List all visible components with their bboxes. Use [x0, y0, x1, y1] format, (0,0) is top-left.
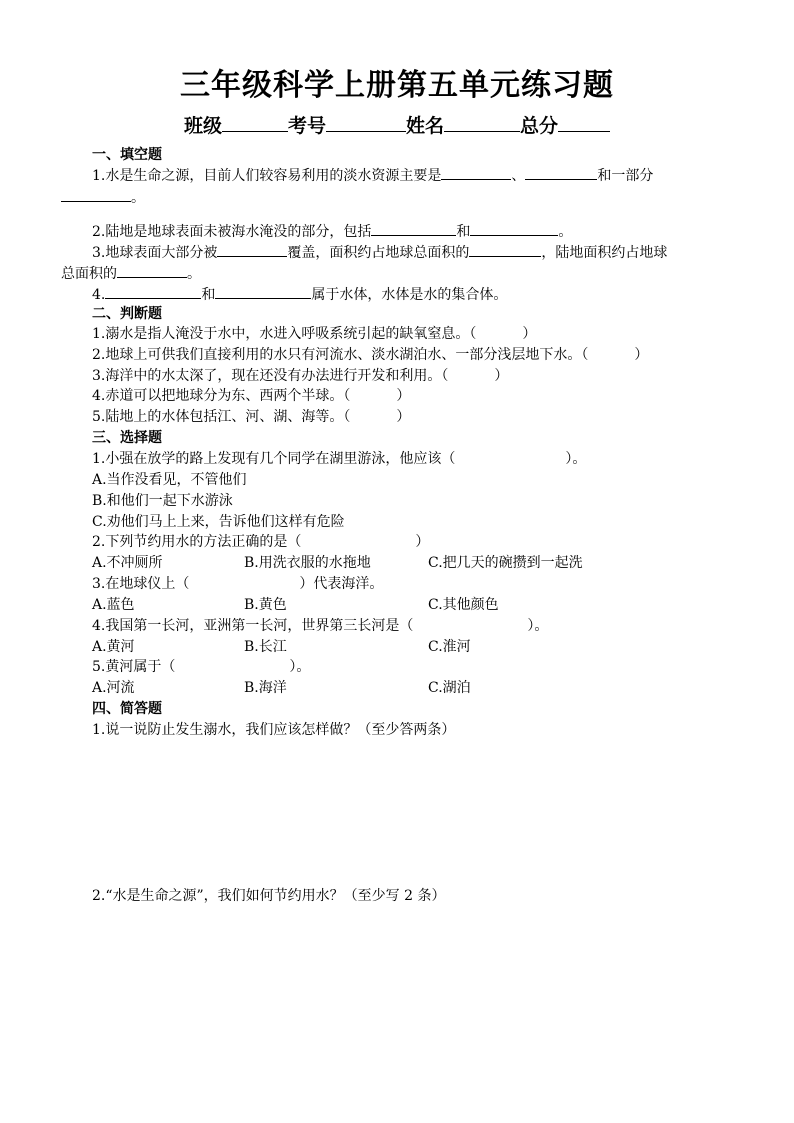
- fill-q1-sep: 、: [511, 168, 526, 184]
- fill-q3-blank-1[interactable]: [217, 242, 287, 257]
- short-q1: 1.说一说防止发生溺水，我们应该怎样做？（至少答两条）: [92, 722, 456, 738]
- choice-q1-text: 1.小强在放学的路上发现有几个同学在湖里游泳，他应该（: [92, 451, 456, 467]
- judge-q1-text: 1.溺水是指人淹没于水中，水进入呼吸系统引起的缺氧窒息。（: [92, 326, 477, 342]
- judge-q4: [92, 386, 410, 406]
- choice-q3-option-b: B.黄色: [244, 597, 287, 613]
- judge-q5: [92, 407, 410, 427]
- class-label: 班级: [183, 115, 222, 137]
- exam-no-label: 考号: [287, 115, 326, 137]
- choice-q3-option-a: A.蓝色: [92, 597, 135, 613]
- choice-q2-option-a: A.不冲厕所: [92, 555, 163, 571]
- fill-q4: [92, 284, 507, 305]
- fill-q1-end: 。: [131, 190, 145, 206]
- fill-q2-end: 。: [558, 224, 573, 240]
- judge-q4-close: ）: [396, 388, 411, 404]
- choice-q5-text: 5.黄河属于（: [92, 659, 176, 675]
- choice-q2-option-c: C.把几天的碗攒到一起洗: [428, 555, 583, 571]
- choice-q1-option-c: C.劝他们马上上来，告诉他们这样有危险: [92, 514, 345, 530]
- choice-q4: [92, 616, 548, 636]
- fill-q4-text-2: 和: [201, 287, 216, 303]
- choice-q4-option-c: C.淮河: [428, 639, 471, 655]
- fill-q1: [92, 165, 653, 186]
- fill-q2-text-2: 和: [456, 224, 471, 240]
- choice-q3-close: ）代表海洋。: [299, 576, 384, 592]
- score-label: 总分: [520, 115, 559, 137]
- judge-q1: [92, 324, 536, 344]
- judge-q2-close: ）: [634, 347, 649, 363]
- fill-q3-blank-2[interactable]: [469, 242, 541, 257]
- choice-q2: [92, 532, 429, 552]
- fill-q3-text-3: ，陆地面积约占地球: [541, 245, 668, 261]
- choice-q3: [92, 574, 383, 594]
- fill-q3-cont: [61, 263, 201, 284]
- section-judge-heading: 二、判断题: [92, 306, 162, 322]
- fill-q4-blank-2[interactable]: [215, 284, 311, 299]
- judge-q3-text: 3.海洋中的水太深了，现在还没有办法进行开发和利用。（: [92, 368, 449, 384]
- judge-q5-text: 5.陆地上的水体包括江、河、湖、海等。（: [92, 409, 351, 425]
- choice-q5-close: ）。: [289, 659, 311, 675]
- choice-q2-text: 2.下列节约用水的方法正确的是（: [92, 534, 302, 550]
- choice-q1-close: ）。: [565, 451, 587, 467]
- choice-q3-text: 3.在地球仪上（: [92, 576, 190, 592]
- fill-q2-blank-1[interactable]: [371, 221, 456, 236]
- choice-q2-close: ）: [415, 534, 430, 550]
- fill-q1-blank-1[interactable]: [441, 165, 511, 180]
- choice-q5-option-a: A.河流: [92, 680, 135, 696]
- fill-q4-text: 4.: [92, 287, 106, 303]
- fill-q3: [92, 242, 667, 263]
- fill-q1-cont: [61, 187, 145, 208]
- choice-q1-option-b: B.和他们一起下水游泳: [92, 493, 233, 509]
- section-short-heading: 四、简答题: [92, 701, 162, 717]
- judge-q5-close: ）: [396, 409, 411, 425]
- short-q1-answer-area[interactable]: [92, 745, 712, 875]
- fill-q1-text: 1.水是生命之源，目前人们较容易利用的淡水资源主要是: [92, 168, 442, 184]
- fill-q3-text-2: 覆盖，面积约占地球总面积的: [287, 245, 470, 261]
- fill-q2-blank-2[interactable]: [470, 221, 558, 236]
- class-blank[interactable]: [222, 113, 288, 132]
- fill-q2: [92, 221, 572, 242]
- choice-q5-option-b: B.海洋: [244, 680, 287, 696]
- fill-q1-blank-2[interactable]: [525, 165, 597, 180]
- short-q2-answer-area[interactable]: [92, 912, 712, 1092]
- fill-q1-text-2: 和一部分: [597, 168, 654, 184]
- choice-q3-option-c: C.其他颜色: [428, 597, 499, 613]
- section-choice-heading: 三、选择题: [92, 430, 162, 446]
- fill-q3-text: 3.地球表面大部分被: [92, 245, 218, 261]
- name-label: 姓名: [406, 115, 445, 137]
- choice-q4-close: ）。: [527, 618, 549, 634]
- score-blank[interactable]: [558, 113, 610, 132]
- choice-q4-option-a: A.黄河: [92, 639, 135, 655]
- choice-q4-option-b: B.长江: [244, 639, 287, 655]
- fill-q3-end: 。: [187, 266, 201, 282]
- section-fill-heading: 一、填空题: [92, 147, 162, 163]
- choice-q5-option-c: C.湖泊: [428, 680, 471, 696]
- fill-q2-text: 2.陆地是地球表面未被海水淹没的部分，包括: [92, 224, 372, 240]
- judge-q3: [92, 366, 508, 386]
- fill-q4-text-3: 属于水体，水体是水的集合体。: [311, 287, 508, 303]
- judge-q3-close: ）: [494, 368, 509, 384]
- page-title: 三年级科学上册第五单元练习题: [180, 68, 614, 103]
- fill-q4-blank-1[interactable]: [105, 284, 201, 299]
- judge-q2-text: 2.地球上可供我们直接利用的水只有河流水、淡水湖泊水、一部分浅层地下水。（: [92, 347, 589, 363]
- judge-q4-text: 4.赤道可以把地球分为东、西两个半球。（: [92, 388, 351, 404]
- choice-q2-option-b: B.用洗衣服的水拖地: [244, 555, 371, 571]
- judge-q1-close: ）: [522, 326, 537, 342]
- choice-q1-option-a: A.当作没看见，不管他们: [92, 472, 247, 488]
- short-q2: 2.“水是生命之源”，我们如何节约用水？（至少写 2 条）: [92, 888, 446, 904]
- fill-q3-blank-3[interactable]: [117, 263, 187, 278]
- name-blank[interactable]: [444, 113, 520, 132]
- fill-q3-text-4: 总面积的: [61, 266, 117, 282]
- judge-q2: [92, 345, 648, 365]
- choice-q4-text: 4.我国第一长河，亚洲第一长河，世界第三长河是（: [92, 618, 414, 634]
- fill-q1-blank-3[interactable]: [61, 187, 131, 202]
- exam-no-blank[interactable]: [326, 113, 406, 132]
- choice-q5: [92, 657, 310, 677]
- choice-q1: [92, 449, 586, 469]
- student-info-line: [0, 111, 794, 138]
